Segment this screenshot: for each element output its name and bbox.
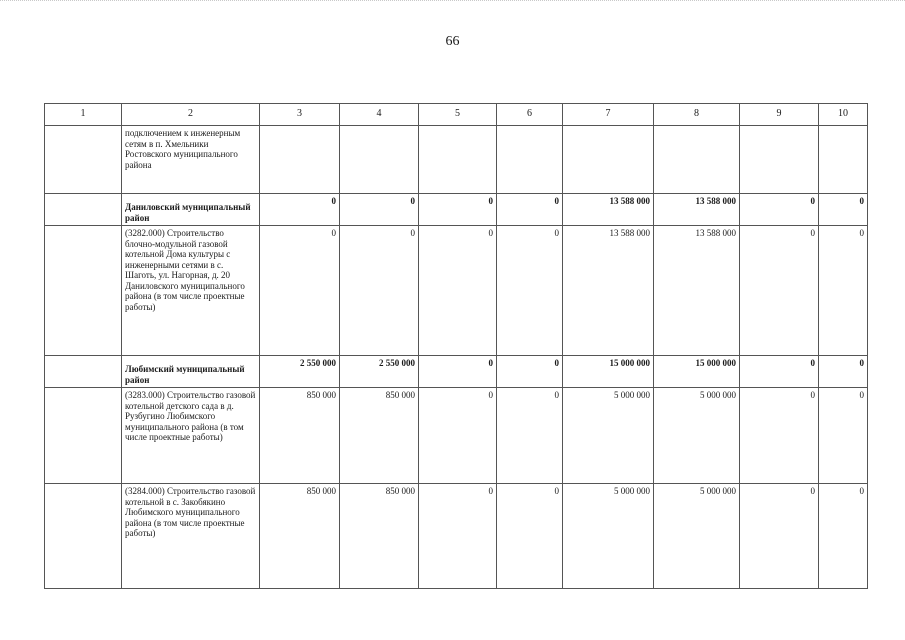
object-description: (3282.000) Строительство блочно-модульной газовой котельной Дома культуры с инженерными сетями в с. Шаготь, ул. Нагорная, д. 20 Даниловского муниципального района (в том числе проектные работы) (122, 226, 260, 356)
table-cell: 13 588 000 (654, 194, 740, 226)
column-header: 3 (260, 104, 340, 126)
table-cell (45, 388, 122, 484)
table-cell: 0 (419, 388, 497, 484)
table-row-object-3284 (45, 484, 868, 589)
table-cell: 850 000 (260, 484, 340, 589)
table-cell: 0 (740, 226, 819, 356)
table-cell (260, 126, 340, 194)
table-cell: 0 (819, 388, 868, 484)
column-header: 6 (497, 104, 563, 126)
table-cell: 0 (497, 388, 563, 484)
column-number-row (45, 104, 868, 126)
column-header: 8 (654, 104, 740, 126)
table-cell (45, 126, 122, 194)
district-name: Даниловский муниципальный район (122, 194, 260, 226)
table-row-continuation (45, 126, 868, 194)
table-cell: 0 (419, 194, 497, 226)
table-cell: 5 000 000 (563, 484, 654, 589)
table-cell: 0 (497, 356, 563, 388)
table-cell: 5 000 000 (563, 388, 654, 484)
table-cell: 15 000 000 (654, 356, 740, 388)
table-cell (819, 126, 868, 194)
table-cell: 0 (419, 484, 497, 589)
table-cell: 0 (819, 484, 868, 589)
object-description: (3284.000) Строительство газовой котельной в с. Закобякино Любимского муниципального района (в том числе проектные работы) (122, 484, 260, 589)
table-cell: 0 (740, 388, 819, 484)
table-cell: 13 588 000 (654, 226, 740, 356)
table-cell: 0 (740, 484, 819, 589)
budget-table (44, 103, 868, 589)
table-cell: 0 (740, 356, 819, 388)
table-cell: 5 000 000 (654, 388, 740, 484)
table-cell: 15 000 000 (563, 356, 654, 388)
column-header: 9 (740, 104, 819, 126)
table-cell: 0 (819, 194, 868, 226)
table-cell: 0 (819, 226, 868, 356)
table-cell (654, 126, 740, 194)
page-number: 66 (445, 34, 460, 49)
table-cell: 0 (260, 194, 340, 226)
object-description: (3283.000) Строительство газовой котельной детского сада в д. Рузбугино Любимского муниципального района (в том числе проектные работы) (122, 388, 260, 484)
table-cell: 0 (340, 226, 419, 356)
table-cell: 2 550 000 (260, 356, 340, 388)
table-cell: 13 588 000 (563, 194, 654, 226)
table-cell: 13 588 000 (563, 226, 654, 356)
table-cell: 0 (497, 226, 563, 356)
table-cell: 0 (740, 194, 819, 226)
table-cell (740, 126, 819, 194)
object-description: подключением к инженерным сетям в п. Хмельники Ростовского муниципального района (122, 126, 260, 194)
table-row-district-danilovsky (45, 194, 868, 226)
district-name: Любимский муниципальный район (122, 356, 260, 388)
table-cell (497, 126, 563, 194)
column-header: 5 (419, 104, 497, 126)
table-cell: 2 550 000 (340, 356, 419, 388)
table-row-district-lyubimsky (45, 356, 868, 388)
column-header: 1 (45, 104, 122, 126)
table-cell: 850 000 (340, 484, 419, 589)
column-header: 4 (340, 104, 419, 126)
table-cell: 0 (340, 194, 419, 226)
table-cell (45, 484, 122, 589)
table-cell (45, 194, 122, 226)
table-cell: 850 000 (340, 388, 419, 484)
table-cell: 0 (419, 356, 497, 388)
column-header: 7 (563, 104, 654, 126)
scan-edge-artifact (0, 0, 905, 9)
table-cell (340, 126, 419, 194)
table-cell (563, 126, 654, 194)
table-cell (45, 356, 122, 388)
table-cell: 0 (497, 194, 563, 226)
table-cell (45, 226, 122, 356)
column-header: 10 (819, 104, 868, 126)
table-row-object-3283 (45, 388, 868, 484)
table-row-object-3282 (45, 226, 868, 356)
table-cell: 0 (819, 356, 868, 388)
table-cell: 0 (419, 226, 497, 356)
table-cell (419, 126, 497, 194)
table-cell: 850 000 (260, 388, 340, 484)
column-header: 2 (122, 104, 260, 126)
table-cell: 0 (497, 484, 563, 589)
table-cell: 5 000 000 (654, 484, 740, 589)
table-cell: 0 (260, 226, 340, 356)
